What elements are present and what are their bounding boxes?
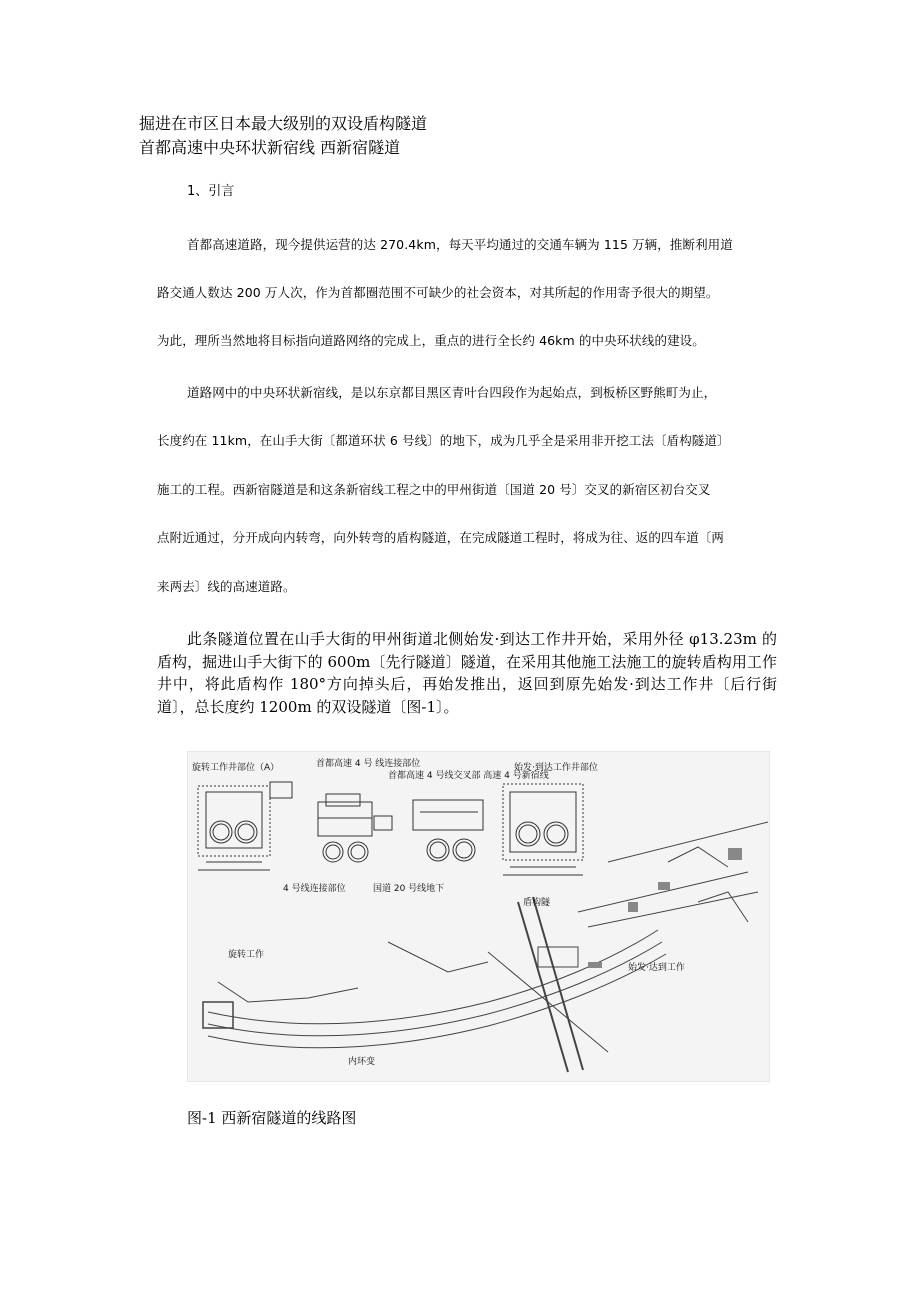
tunnel-route-figure — [187, 751, 770, 1082]
figure-caption: 图-1 西新宿隧道的线路图 — [187, 1109, 357, 1127]
paragraph2-line-1: 道路网中的中央环状新宿线，是以东京都目黑区青叶台四段作为起始点，到板桥区野熊町为止， — [187, 385, 717, 400]
figure-label-route20: 国道 20 号线地下 — [373, 884, 445, 894]
paragraph1-line-1: 首都高速道路，现今提供运营的达 270.4km，每天平均通过的交通车辆为 115 万辆，推断利用道 — [187, 237, 733, 252]
document-title-line-1: 掘进在市区日本最大级别的双设盾构隧道 — [139, 114, 428, 133]
paragraph1-line-2: 路交通人数达 200 万人次，作为首都圈范围不可缺少的社会资本，对其所起的作用寄予很大的期望。 — [157, 285, 719, 300]
figure-label-start-arrival-work: 始发·达到工作 — [628, 963, 685, 973]
figure-label-metro4-connection: 首都高速 4 号 线连接部位 — [316, 759, 421, 769]
paragraph2-line-2: 长度约在 11km，在山手大街〔都道环状 6 号线〕的地下，成为几乎全是采用非开挖工法〔盾构隧道〕 — [157, 433, 730, 448]
figure-label-metro4-junction: 首都高速 4 号线交叉部 高速 4 号新宿线 — [388, 771, 549, 781]
figure-label-start-arrival-shaft: 始发·到达工作井部位 — [514, 763, 598, 773]
paragraph2-line-5: 来两去〕线的高速道路。 — [157, 579, 296, 594]
figure-label-shield-tunnel: 盾构隧 — [523, 898, 551, 908]
paragraph2-line-3: 施工的工程。西新宿隧道是和这条新宿线工程之中的甲州街道〔国道 20 号〕交叉的新宿区初台交叉 — [157, 482, 711, 497]
document-title-line-2: 首都高速中央环状新宿线 西新宿隧道 — [139, 138, 401, 157]
figure-label-inner-curve: 内环变 — [348, 1057, 376, 1067]
paragraph2-line-4: 点附近通过，分开成向内转弯，向外转弯的盾构隧道，在完成隧道工程时，将成为往、返的四车道〔两 — [157, 530, 725, 545]
route-diagram — [188, 752, 769, 1081]
paragraph-3: 此条隧道位置在山手大街的甲州街道北侧始发·到达工作井开始，采用外径 φ13.23m 的盾构，掘进山手大街下的 600m〔先行隧道〕隧道，在采用其他施工法施工的旋转盾构用工作井中，将此盾构作 180°方向掉头后，再始发推出，返回到原先始发·到达工作井〔后行街道〕，总长度约 1200m 的双设隧道〔图-1〕。 — [157, 630, 777, 716]
figure-label-rotation-work: 旋转工作 — [228, 950, 265, 960]
figure-label-rotation-shaft: 旋转工作井部位（A） — [192, 763, 280, 773]
section-heading: 1、引言 — [187, 184, 235, 199]
figure-label-line4-connection: 4 号线连接部位 — [283, 884, 346, 894]
paragraph1-line-3: 为此，理所当然地将目标指向道路网络的完成上，重点的进行全长约 46km 的中央环状线的建设。 — [157, 333, 705, 348]
